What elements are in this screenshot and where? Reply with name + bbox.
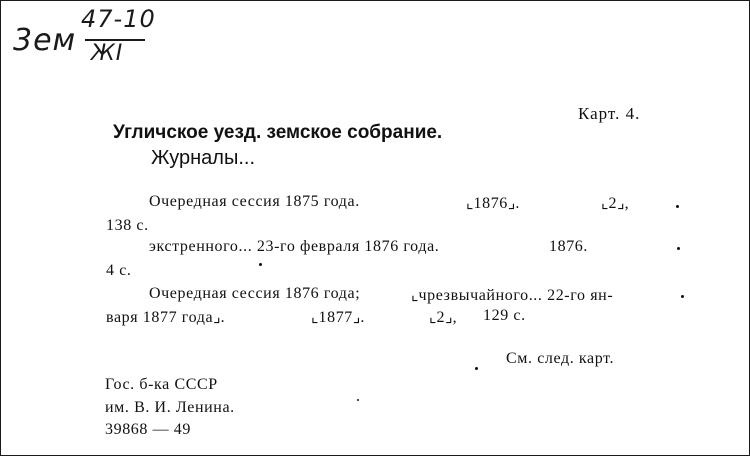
see-next-card: См. след. карт. [506,350,615,367]
margin-dot [676,205,679,208]
entry-3-volume: ⌞2⌟, [429,309,457,326]
entry-1-title: Очередная сессия 1875 года. [149,193,360,210]
stray-dot [357,399,359,401]
card-number: Карт. 4. [578,104,641,123]
entry-3-extraordinary: ⌞чрезвычайного... 22-го ян- [411,287,614,304]
entry-2-pages: 4 с. [106,262,132,279]
margin-dot [677,247,680,250]
library-dedication: им. В. И. Ленина. [105,399,235,416]
entry-2-year: 1876. [549,238,588,255]
handwritten-shelfmark-number: 47-10 [81,5,156,33]
handwritten-shelfmark-left: 3ем [13,23,77,58]
card-subheading: Журналы... [151,147,256,169]
entry-2-title: экстренного... 23-го февраля 1876 года. [149,238,440,255]
entry-3-pages: 129 с. [483,307,526,324]
card-heading: Угличское уезд. земское собрание. [113,122,443,143]
entry-1-volume: ⌞2⌟, [601,195,629,212]
entry-3-title: Очередная сессия 1876 года; [149,285,361,302]
library-accession-number: 39868 — 49 [105,421,191,438]
handwritten-shelfmark-code: ЖI [91,41,124,66]
stray-dot [475,367,478,370]
stray-dot [259,263,262,266]
library-name: Гос. б-ка СССР [105,376,218,393]
entry-1-pages: 138 с. [106,217,149,234]
entry-3-year: ⌞1877⌟. [311,309,365,326]
entry-1-year: ⌞1876⌟. [466,195,520,212]
margin-dot [681,295,684,298]
entry-3-date: варя 1877 года⌟. [106,309,225,326]
